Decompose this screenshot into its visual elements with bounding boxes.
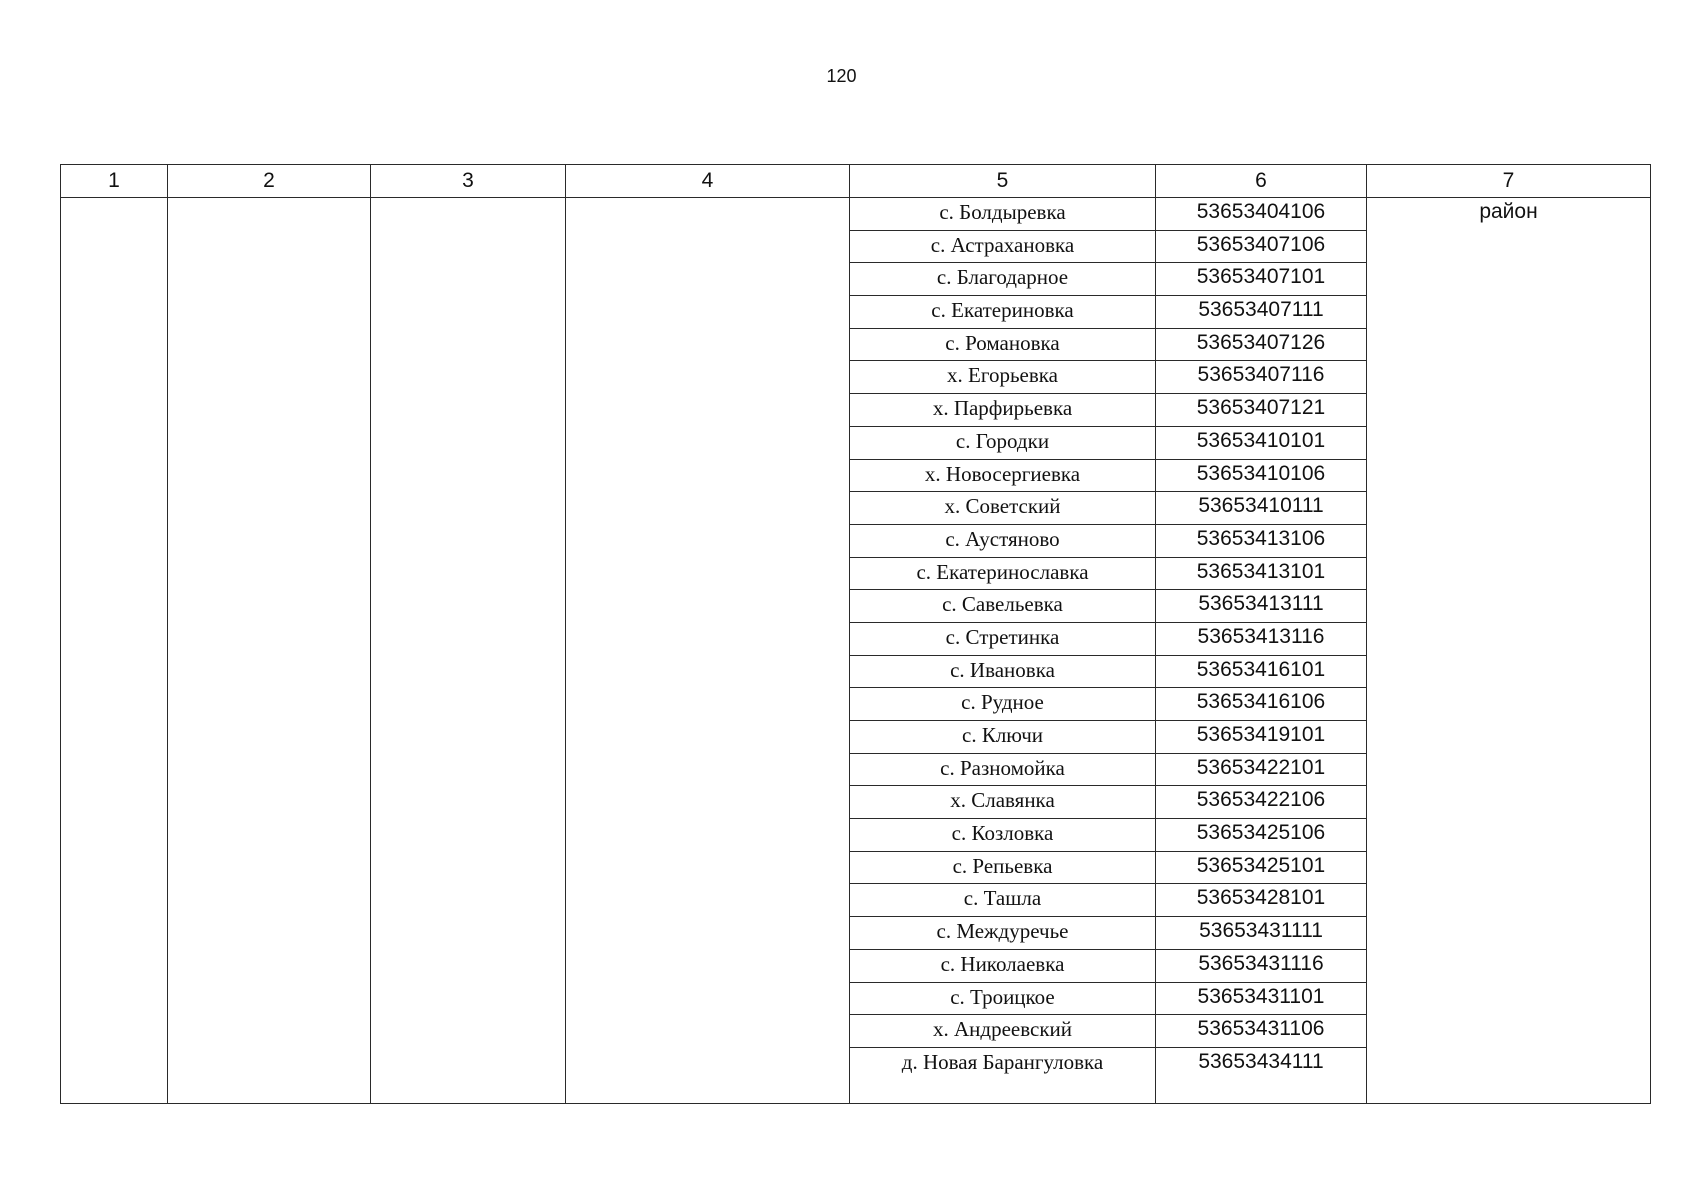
settlement-name-cell: д. Новая Барангуловка xyxy=(850,1047,1156,1103)
settlement-name-cell: с. Савельевка xyxy=(850,590,1156,623)
empty-column-4 xyxy=(566,198,850,1104)
table-body xyxy=(61,198,1651,1104)
settlement-name-cell: с. Козловка xyxy=(850,819,1156,852)
oktmo-code-cell: 53653404106 xyxy=(1156,198,1367,231)
oktmo-code-cell: 53653422106 xyxy=(1156,786,1367,819)
settlement-name-cell: с. Междуречье xyxy=(850,917,1156,950)
oktmo-code-cell: 53653434111 xyxy=(1156,1047,1367,1103)
settlement-name-cell: с. Николаевка xyxy=(850,949,1156,982)
oktmo-code-cell: 53653431116 xyxy=(1156,949,1367,982)
oktmo-code-cell: 53653407101 xyxy=(1156,263,1367,296)
oktmo-code-cell: 53653416106 xyxy=(1156,688,1367,721)
settlement-name-cell: с. Ключи xyxy=(850,721,1156,754)
table-row xyxy=(61,198,1651,231)
oktmo-code-cell: 53653410101 xyxy=(1156,426,1367,459)
oktmo-code-cell: 53653431101 xyxy=(1156,982,1367,1015)
oktmo-code-cell: 53653407116 xyxy=(1156,361,1367,394)
settlements-table xyxy=(60,164,1651,1104)
oktmo-code-cell: 53653422101 xyxy=(1156,753,1367,786)
oktmo-code-cell: 53653431111 xyxy=(1156,917,1367,950)
oktmo-code-cell: 53653413116 xyxy=(1156,622,1367,655)
district-note-cell: район xyxy=(1367,198,1651,1104)
settlement-name-cell: с. Благодарное xyxy=(850,263,1156,296)
settlement-name-cell: х. Советский xyxy=(850,492,1156,525)
column-header-1: 1 xyxy=(61,165,168,198)
empty-column-2 xyxy=(168,198,371,1104)
settlement-name-cell: с. Троицкое xyxy=(850,982,1156,1015)
oktmo-code-cell: 53653425106 xyxy=(1156,819,1367,852)
oktmo-code-cell: 53653413101 xyxy=(1156,557,1367,590)
settlement-name-cell: с. Репьевка xyxy=(850,851,1156,884)
page-number: 120 xyxy=(826,66,857,86)
column-header-5: 5 xyxy=(850,165,1156,198)
settlement-name-cell: с. Ивановка xyxy=(850,655,1156,688)
settlement-name-cell: х. Андреевский xyxy=(850,1015,1156,1048)
column-header-3: 3 xyxy=(371,165,566,198)
oktmo-code-cell: 53653431106 xyxy=(1156,1015,1367,1048)
settlement-name-cell: х. Егорьевка xyxy=(850,361,1156,394)
column-header-4: 4 xyxy=(566,165,850,198)
settlement-name-cell: с. Стретинка xyxy=(850,622,1156,655)
settlement-name-cell: с. Разномойка xyxy=(850,753,1156,786)
oktmo-code-cell: 53653416101 xyxy=(1156,655,1367,688)
settlement-name-cell: с. Городки xyxy=(850,426,1156,459)
settlement-name-cell: с. Болдыревка xyxy=(850,198,1156,231)
settlement-name-cell: с. Аустяново xyxy=(850,524,1156,557)
oktmo-code-cell: 53653407121 xyxy=(1156,394,1367,427)
oktmo-code-cell: 53653410106 xyxy=(1156,459,1367,492)
empty-column-1 xyxy=(61,198,168,1104)
settlement-name-cell: с. Романовка xyxy=(850,328,1156,361)
settlement-name-cell: х. Славянка xyxy=(850,786,1156,819)
header-row xyxy=(61,165,1651,198)
oktmo-code-cell: 53653428101 xyxy=(1156,884,1367,917)
settlement-name-cell: с. Екатеринославка xyxy=(850,557,1156,590)
settlement-name-cell: с. Екатериновка xyxy=(850,296,1156,329)
oktmo-code-cell: 53653410111 xyxy=(1156,492,1367,525)
settlement-name-cell: с. Астрахановка xyxy=(850,230,1156,263)
settlement-name-cell: х. Парфирьевка xyxy=(850,394,1156,427)
oktmo-code-cell: 53653413111 xyxy=(1156,590,1367,623)
column-header-7: 7 xyxy=(1367,165,1651,198)
oktmo-code-cell: 53653407106 xyxy=(1156,230,1367,263)
oktmo-code-cell: 53653413106 xyxy=(1156,524,1367,557)
settlement-name-cell: с. Ташла xyxy=(850,884,1156,917)
settlement-name-cell: х. Новосергиевка xyxy=(850,459,1156,492)
column-header-6: 6 xyxy=(1156,165,1367,198)
settlement-name-cell: с. Рудное xyxy=(850,688,1156,721)
oktmo-code-cell: 53653407111 xyxy=(1156,296,1367,329)
column-header-2: 2 xyxy=(168,165,371,198)
oktmo-code-cell: 53653425101 xyxy=(1156,851,1367,884)
oktmo-code-cell: 53653419101 xyxy=(1156,721,1367,754)
oktmo-code-cell: 53653407126 xyxy=(1156,328,1367,361)
empty-column-3 xyxy=(371,198,566,1104)
